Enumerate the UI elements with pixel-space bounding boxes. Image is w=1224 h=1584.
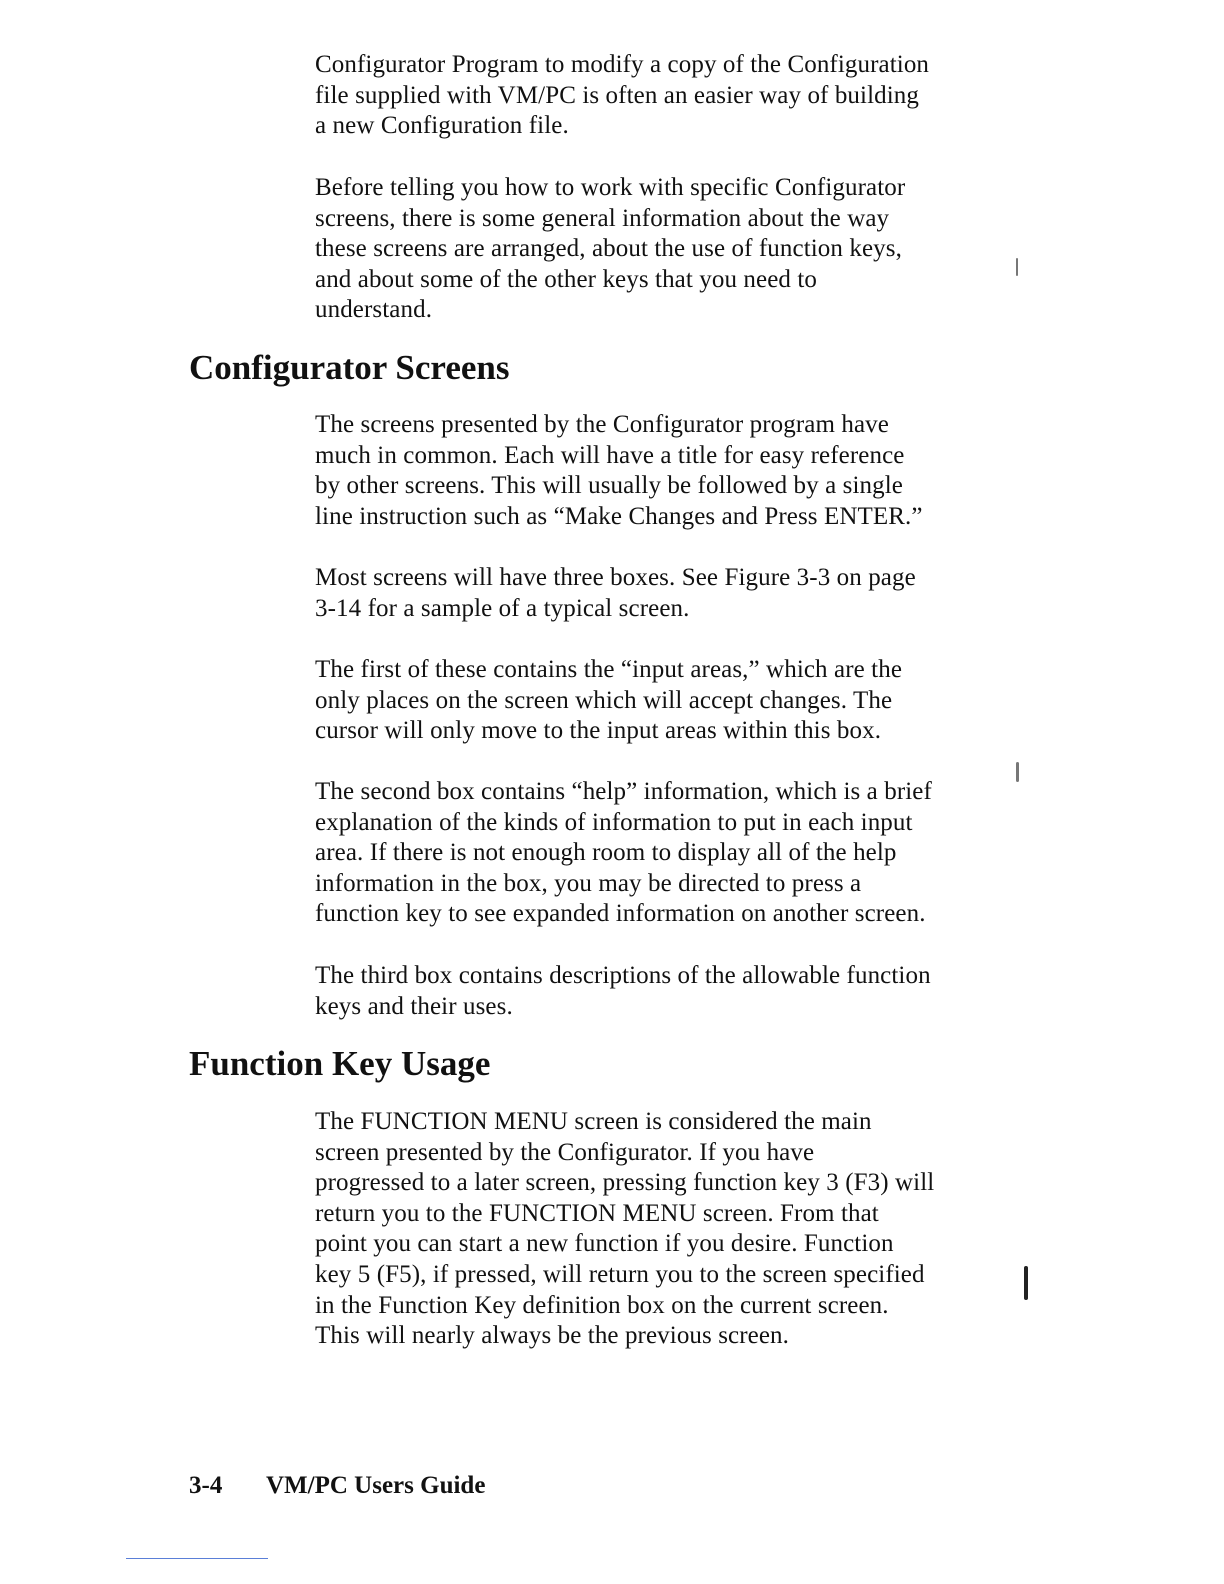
text-line: line instruction such as “Make Changes and Press ENTER.” <box>315 502 923 530</box>
text-line: The second box contains “help” information, which is a brief <box>315 778 932 805</box>
section-heading-configurator-screens: Configurator Screens <box>189 348 510 387</box>
paragraph-three-boxes <box>315 563 1005 624</box>
punch-hole-mark <box>1024 1266 1028 1300</box>
text-line: by other screens. This will usually be followed by a single <box>315 472 903 500</box>
text-line: The third box contains descriptions of the allowable function <box>315 962 931 989</box>
page-footer <box>189 1471 485 1501</box>
text-line: return you to the FUNCTION MENU screen. From that <box>315 1199 879 1227</box>
text-line: area. If there is not enough room to display all of the help <box>315 839 897 867</box>
text-line: cursor will only move to the input areas within this box. <box>315 717 882 745</box>
text-line: screen presented by the Configurator. If you have <box>315 1138 815 1166</box>
punch-hole-mark <box>1016 258 1018 276</box>
text-line: 3-14 for a sample of a typical screen. <box>315 594 690 622</box>
section-heading-function-key-usage: Function Key Usage <box>189 1044 491 1083</box>
text-line: screens, there is some general information about the way <box>315 204 890 232</box>
punch-hole-mark <box>1016 762 1019 782</box>
text-line: information in the box, you may be directed to press a <box>315 869 862 897</box>
text-line: This will nearly always be the previous screen. <box>315 1322 789 1350</box>
paragraph-first-box <box>315 655 1005 747</box>
paragraph-intro <box>315 50 1005 142</box>
text-line: understand. <box>315 296 433 324</box>
page-number: 3-4 <box>189 1472 223 1499</box>
text-line: function key to see expanded information on another screen. <box>315 900 926 928</box>
text-line: file supplied with VM/PC is often an easier way of building <box>315 81 919 109</box>
text-line: keys and their uses. <box>315 992 513 1020</box>
paragraph-function-menu <box>315 1107 1005 1352</box>
text-line: in the Function Key definition box on the current screen. <box>315 1291 889 1319</box>
text-line: Before telling you how to work with specific Configurator <box>315 174 906 201</box>
text-line: and about some of the other keys that you need to <box>315 265 817 293</box>
text-line: point you can start a new function if you desire. Function <box>315 1230 894 1258</box>
text-line: a new Configuration file. <box>315 112 569 140</box>
text-line: explanation of the kinds of information to put in each input <box>315 808 913 836</box>
text-line: The FUNCTION MENU screen is considered the main <box>315 1108 872 1135</box>
text-line: only places on the screen which will accept changes. The <box>315 686 893 714</box>
scan-edge-line <box>126 1558 268 1559</box>
text-line: progressed to a later screen, pressing function key 3 (F3) will <box>315 1169 935 1197</box>
paragraph-screens-common <box>315 410 1005 532</box>
paragraph-second-box <box>315 777 1005 930</box>
paragraph-before <box>315 173 1005 326</box>
text-line: Most screens will have three boxes. See Figure 3-3 on page <box>315 564 916 591</box>
text-line: The screens presented by the Configurator program have <box>315 411 889 438</box>
book-title: VM/PC Users Guide <box>266 1472 486 1499</box>
text-line: The first of these contains the “input areas,” which are the <box>315 656 903 683</box>
text-line: key 5 (F5), if pressed, will return you to the screen specified <box>315 1260 925 1288</box>
text-line: these screens are arranged, about the use of function keys, <box>315 235 902 263</box>
text-line: Configurator Program to modify a copy of the Configuration <box>315 51 930 78</box>
text-line: much in common. Each will have a title for easy reference <box>315 441 905 469</box>
paragraph-third-box <box>315 961 1005 1022</box>
